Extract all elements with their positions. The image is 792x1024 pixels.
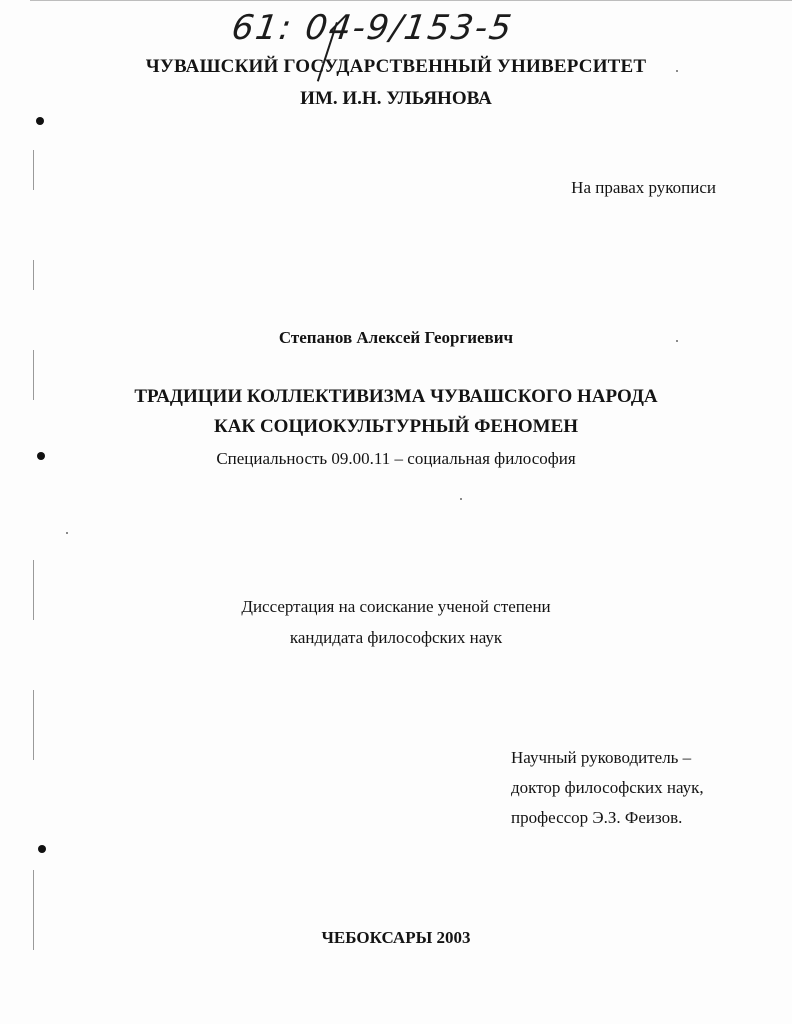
university-name: ЧУВАШСКИЙ ГОСУДАРСТВЕННЫЙ УНИВЕРСИТЕТ [145, 56, 647, 77]
specialty-line: Специальность 09.00.11 – социальная философия [216, 449, 576, 468]
scan-left-edge-mark [33, 260, 34, 290]
supervisor-role: Научный руководитель – [511, 748, 692, 767]
manuscript-rights-note: На правах рукописи [571, 178, 716, 197]
dissertation-title-line-2: КАК СОЦИОКУЛЬТУРНЫЙ ФЕНОМЕН [213, 416, 579, 437]
scan-speck [66, 532, 68, 534]
scan-left-edge-mark [33, 690, 34, 760]
scan-left-edge-mark [33, 150, 34, 190]
scan-top-edge [30, 0, 792, 1]
punch-hole-mark [38, 845, 46, 853]
supervisor-degree: доктор философских наук, [511, 778, 704, 797]
supervisor-name: профессор Э.З. Феизов. [511, 808, 683, 827]
punch-hole-mark [36, 117, 44, 125]
author-name: Степанов Алексей Георгиевич [278, 328, 514, 347]
handwritten-archive-code: 61: 04-9/153-5 [229, 8, 516, 48]
scan-speck [460, 498, 462, 500]
degree-line-1: Диссертация на соискание ученой степени [241, 597, 551, 616]
city-and-year: ЧЕБОКСАРЫ 2003 [321, 928, 471, 947]
dissertation-title-line-1: ТРАДИЦИИ КОЛЛЕКТИВИЗМА ЧУВАШСКОГО НАРОДА [134, 386, 658, 407]
university-named-after: ИМ. И.Н. УЛЬЯНОВА [300, 88, 492, 109]
degree-line-2: кандидата философских наук [289, 628, 503, 647]
